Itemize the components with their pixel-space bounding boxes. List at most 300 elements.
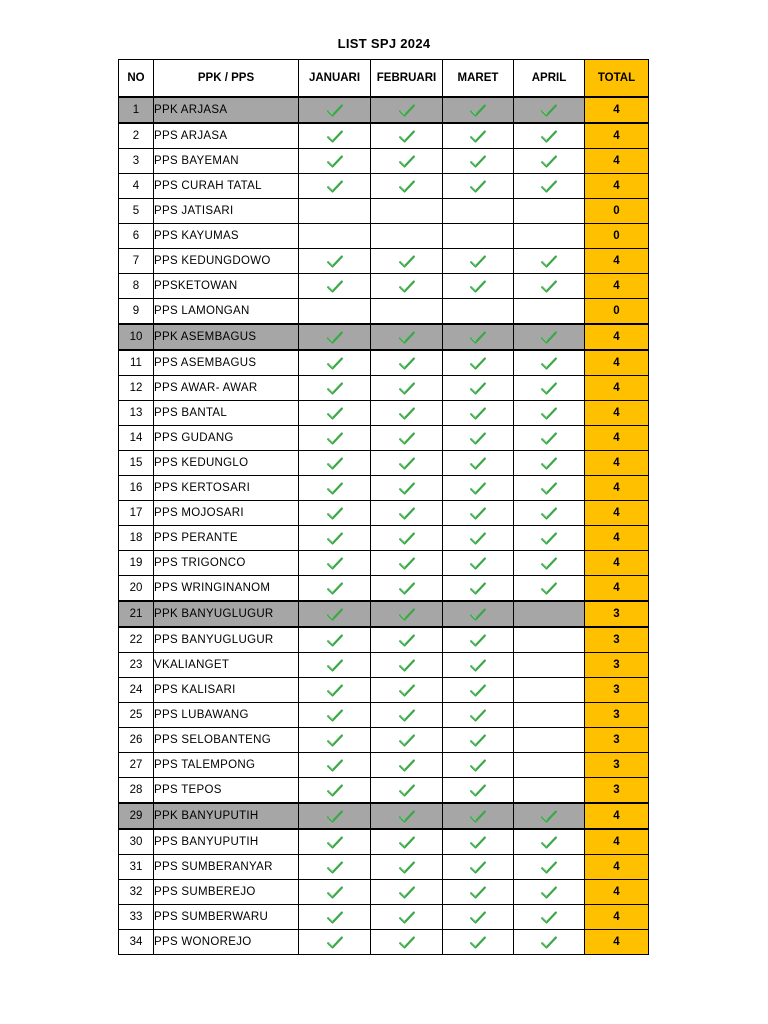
row-number: 19	[119, 551, 154, 576]
row-number: 13	[119, 401, 154, 426]
row-number: 2	[119, 123, 154, 149]
cell-maret	[443, 97, 514, 123]
cell-april	[514, 855, 585, 880]
checkmark-icon	[470, 104, 486, 116]
ppk-row	[119, 324, 649, 350]
checkmark-icon	[541, 331, 557, 343]
row-name: PPS WRINGINANOM	[154, 576, 299, 602]
checkmark-icon	[541, 130, 557, 142]
checkmark-icon	[327, 255, 343, 267]
checkmark-icon	[327, 280, 343, 292]
cell-januari	[299, 855, 371, 880]
cell-januari	[299, 97, 371, 123]
checkmark-icon	[470, 382, 486, 394]
checkmark-icon	[399, 709, 415, 721]
cell-april	[514, 350, 585, 376]
checkmark-icon	[399, 936, 415, 948]
checkmark-icon	[470, 861, 486, 873]
checkmark-icon	[327, 582, 343, 594]
checkmark-icon	[399, 759, 415, 771]
row-number: 17	[119, 501, 154, 526]
checkmark-icon	[470, 280, 486, 292]
cell-februari	[371, 174, 443, 199]
checkmark-icon	[399, 507, 415, 519]
cell-maret	[443, 451, 514, 476]
checkmark-icon	[399, 557, 415, 569]
cell-februari	[371, 97, 443, 123]
row-number: 14	[119, 426, 154, 451]
checkmark-icon	[327, 608, 343, 620]
row-total: 4	[585, 803, 649, 829]
checkmark-icon	[327, 457, 343, 469]
cell-februari	[371, 803, 443, 829]
table-row	[119, 376, 649, 401]
cell-februari	[371, 678, 443, 703]
row-name: PPK ASEMBAGUS	[154, 324, 299, 350]
cell-maret	[443, 576, 514, 602]
cell-januari	[299, 653, 371, 678]
cell-februari	[371, 224, 443, 249]
cell-april	[514, 123, 585, 149]
table-row	[119, 123, 649, 149]
row-number: 16	[119, 476, 154, 501]
cell-januari	[299, 274, 371, 299]
checkmark-icon	[541, 936, 557, 948]
row-number: 32	[119, 880, 154, 905]
checkmark-icon	[327, 684, 343, 696]
table-row	[119, 778, 649, 804]
table-row	[119, 880, 649, 905]
ppk-row	[119, 601, 649, 627]
row-total: 4	[585, 249, 649, 274]
cell-april	[514, 199, 585, 224]
cell-april	[514, 905, 585, 930]
cell-januari	[299, 728, 371, 753]
cell-januari	[299, 601, 371, 627]
checkmark-icon	[327, 357, 343, 369]
row-number: 34	[119, 930, 154, 955]
header-maret: MARET	[443, 60, 514, 98]
cell-maret	[443, 551, 514, 576]
checkmark-icon	[541, 557, 557, 569]
table-body	[119, 97, 649, 955]
table-row	[119, 149, 649, 174]
row-name: PPS MOJOSARI	[154, 501, 299, 526]
checkmark-icon	[470, 180, 486, 192]
cell-maret	[443, 274, 514, 299]
checkmark-icon	[327, 432, 343, 444]
spj-table	[118, 59, 649, 955]
row-name: PPSKETOWAN	[154, 274, 299, 299]
row-number: 23	[119, 653, 154, 678]
row-name: PPS GUDANG	[154, 426, 299, 451]
table-row	[119, 753, 649, 778]
cell-maret	[443, 476, 514, 501]
cell-april	[514, 576, 585, 602]
cell-februari	[371, 274, 443, 299]
cell-april	[514, 426, 585, 451]
cell-februari	[371, 753, 443, 778]
row-name: PPS AWAR- AWAR	[154, 376, 299, 401]
row-total: 4	[585, 855, 649, 880]
row-total: 4	[585, 501, 649, 526]
checkmark-icon	[327, 407, 343, 419]
cell-april	[514, 778, 585, 804]
cell-april	[514, 803, 585, 829]
cell-april	[514, 627, 585, 653]
checkmark-icon	[327, 130, 343, 142]
checkmark-icon	[470, 836, 486, 848]
row-total: 3	[585, 601, 649, 627]
cell-februari	[371, 376, 443, 401]
cell-april	[514, 526, 585, 551]
checkmark-icon	[399, 180, 415, 192]
cell-april	[514, 401, 585, 426]
cell-februari	[371, 601, 443, 627]
cell-maret	[443, 350, 514, 376]
cell-januari	[299, 249, 371, 274]
cell-april	[514, 274, 585, 299]
row-name: PPS KEDUNGDOWO	[154, 249, 299, 274]
row-total: 4	[585, 149, 649, 174]
row-number: 4	[119, 174, 154, 199]
cell-april	[514, 653, 585, 678]
checkmark-icon	[399, 155, 415, 167]
row-total: 4	[585, 97, 649, 123]
cell-januari	[299, 678, 371, 703]
row-name: PPS SELOBANTENG	[154, 728, 299, 753]
row-name: PPS KAYUMAS	[154, 224, 299, 249]
table-row	[119, 451, 649, 476]
checkmark-icon	[470, 557, 486, 569]
checkmark-icon	[327, 557, 343, 569]
checkmark-icon	[327, 886, 343, 898]
row-name: PPK BANYUPUTIH	[154, 803, 299, 829]
row-total: 3	[585, 703, 649, 728]
row-number: 20	[119, 576, 154, 602]
document-title: LIST SPJ 2024	[337, 36, 431, 51]
row-number: 25	[119, 703, 154, 728]
checkmark-icon	[399, 608, 415, 620]
cell-maret	[443, 829, 514, 855]
table-row	[119, 653, 649, 678]
row-name: PPS BAYEMAN	[154, 149, 299, 174]
checkmark-icon	[399, 861, 415, 873]
header-no: NO	[119, 60, 154, 98]
header-april: APRIL	[514, 60, 585, 98]
cell-april	[514, 880, 585, 905]
cell-april	[514, 249, 585, 274]
row-name: PPS JATISARI	[154, 199, 299, 224]
table-row	[119, 526, 649, 551]
checkmark-icon	[327, 482, 343, 494]
row-name: PPS CURAH TATAL	[154, 174, 299, 199]
checkmark-icon	[470, 709, 486, 721]
row-name: PPS BANYUPUTIH	[154, 829, 299, 855]
row-number: 7	[119, 249, 154, 274]
cell-maret	[443, 426, 514, 451]
row-name: PPS KERTOSARI	[154, 476, 299, 501]
checkmark-icon	[541, 357, 557, 369]
cell-januari	[299, 224, 371, 249]
checkmark-icon	[470, 911, 486, 923]
cell-april	[514, 728, 585, 753]
cell-januari	[299, 123, 371, 149]
header-total: TOTAL	[585, 60, 649, 98]
cell-januari	[299, 880, 371, 905]
cell-april	[514, 324, 585, 350]
checkmark-icon	[470, 582, 486, 594]
cell-januari	[299, 803, 371, 829]
cell-februari	[371, 627, 443, 653]
row-total: 4	[585, 930, 649, 955]
checkmark-icon	[327, 734, 343, 746]
table-row	[119, 199, 649, 224]
checkmark-icon	[327, 507, 343, 519]
checkmark-icon	[470, 684, 486, 696]
checkmark-icon	[541, 911, 557, 923]
row-total: 4	[585, 274, 649, 299]
table-row	[119, 174, 649, 199]
cell-januari	[299, 350, 371, 376]
cell-april	[514, 930, 585, 955]
row-total: 4	[585, 829, 649, 855]
table-row	[119, 829, 649, 855]
checkmark-icon	[541, 457, 557, 469]
cell-maret	[443, 249, 514, 274]
checkmark-icon	[327, 382, 343, 394]
checkmark-icon	[470, 255, 486, 267]
row-name: VKALIANGET	[154, 653, 299, 678]
checkmark-icon	[399, 836, 415, 848]
checkmark-icon	[327, 709, 343, 721]
cell-januari	[299, 199, 371, 224]
cell-maret	[443, 627, 514, 653]
table-row	[119, 855, 649, 880]
table-row	[119, 678, 649, 703]
row-total: 4	[585, 576, 649, 602]
checkmark-icon	[327, 634, 343, 646]
cell-april	[514, 551, 585, 576]
cell-maret	[443, 174, 514, 199]
checkmark-icon	[470, 608, 486, 620]
checkmark-icon	[470, 659, 486, 671]
row-name: PPS TRIGONCO	[154, 551, 299, 576]
table-row	[119, 401, 649, 426]
row-name: PPS SUMBERWARU	[154, 905, 299, 930]
row-total: 4	[585, 905, 649, 930]
checkmark-icon	[470, 357, 486, 369]
cell-februari	[371, 526, 443, 551]
cell-februari	[371, 476, 443, 501]
row-number: 10	[119, 324, 154, 350]
checkmark-icon	[399, 357, 415, 369]
checkmark-icon	[470, 457, 486, 469]
cell-maret	[443, 526, 514, 551]
row-number: 26	[119, 728, 154, 753]
row-name: PPS TALEMPONG	[154, 753, 299, 778]
row-name: PPS ARJASA	[154, 123, 299, 149]
checkmark-icon	[541, 482, 557, 494]
row-number: 15	[119, 451, 154, 476]
header-name: PPK / PPS	[154, 60, 299, 98]
checkmark-icon	[399, 659, 415, 671]
checkmark-icon	[470, 759, 486, 771]
checkmark-icon	[327, 810, 343, 822]
cell-maret	[443, 803, 514, 829]
header-januari: JANUARI	[299, 60, 371, 98]
checkmark-icon	[399, 280, 415, 292]
cell-februari	[371, 299, 443, 325]
checkmark-icon	[327, 861, 343, 873]
ppk-row	[119, 97, 649, 123]
row-name: PPS ASEMBAGUS	[154, 350, 299, 376]
checkmark-icon	[470, 634, 486, 646]
row-total: 4	[585, 526, 649, 551]
checkmark-icon	[399, 255, 415, 267]
checkmark-icon	[541, 432, 557, 444]
cell-februari	[371, 149, 443, 174]
cell-februari	[371, 829, 443, 855]
ppk-row	[119, 803, 649, 829]
checkmark-icon	[470, 331, 486, 343]
table-row	[119, 274, 649, 299]
checkmark-icon	[399, 457, 415, 469]
checkmark-icon	[541, 507, 557, 519]
table-row	[119, 905, 649, 930]
table-row	[119, 249, 649, 274]
cell-januari	[299, 501, 371, 526]
cell-februari	[371, 123, 443, 149]
checkmark-icon	[327, 532, 343, 544]
row-name: PPK BANYUGLUGUR	[154, 601, 299, 627]
cell-april	[514, 149, 585, 174]
row-total: 3	[585, 753, 649, 778]
row-total: 4	[585, 401, 649, 426]
table-row	[119, 627, 649, 653]
checkmark-icon	[541, 155, 557, 167]
cell-april	[514, 501, 585, 526]
row-total: 0	[585, 224, 649, 249]
row-name: PPS SUMBERANYAR	[154, 855, 299, 880]
cell-februari	[371, 551, 443, 576]
cell-april	[514, 376, 585, 401]
cell-januari	[299, 401, 371, 426]
cell-april	[514, 451, 585, 476]
cell-maret	[443, 376, 514, 401]
cell-februari	[371, 249, 443, 274]
row-total: 4	[585, 426, 649, 451]
row-total: 3	[585, 778, 649, 804]
cell-maret	[443, 930, 514, 955]
cell-maret	[443, 501, 514, 526]
table-row	[119, 350, 649, 376]
cell-januari	[299, 551, 371, 576]
cell-februari	[371, 653, 443, 678]
checkmark-icon	[470, 130, 486, 142]
cell-maret	[443, 149, 514, 174]
checkmark-icon	[541, 886, 557, 898]
cell-april	[514, 299, 585, 325]
cell-februari	[371, 880, 443, 905]
checkmark-icon	[399, 784, 415, 796]
row-total: 4	[585, 123, 649, 149]
cell-maret	[443, 401, 514, 426]
row-number: 11	[119, 350, 154, 376]
checkmark-icon	[327, 155, 343, 167]
checkmark-icon	[470, 432, 486, 444]
row-number: 24	[119, 678, 154, 703]
row-total: 3	[585, 728, 649, 753]
row-total: 3	[585, 627, 649, 653]
row-name: PPK ARJASA	[154, 97, 299, 123]
row-total: 4	[585, 324, 649, 350]
row-number: 6	[119, 224, 154, 249]
checkmark-icon	[541, 836, 557, 848]
row-total: 4	[585, 376, 649, 401]
table-row	[119, 299, 649, 325]
cell-januari	[299, 627, 371, 653]
checkmark-icon	[399, 911, 415, 923]
row-number: 31	[119, 855, 154, 880]
cell-februari	[371, 324, 443, 350]
checkmark-icon	[470, 784, 486, 796]
cell-maret	[443, 653, 514, 678]
table-row	[119, 476, 649, 501]
cell-maret	[443, 224, 514, 249]
checkmark-icon	[541, 861, 557, 873]
cell-februari	[371, 401, 443, 426]
checkmark-icon	[327, 936, 343, 948]
cell-maret	[443, 703, 514, 728]
cell-maret	[443, 753, 514, 778]
cell-maret	[443, 855, 514, 880]
cell-februari	[371, 350, 443, 376]
cell-februari	[371, 930, 443, 955]
cell-maret	[443, 199, 514, 224]
row-number: 3	[119, 149, 154, 174]
checkmark-icon	[470, 507, 486, 519]
checkmark-icon	[399, 482, 415, 494]
cell-februari	[371, 451, 443, 476]
row-total: 3	[585, 678, 649, 703]
cell-maret	[443, 880, 514, 905]
checkmark-icon	[399, 810, 415, 822]
checkmark-icon	[399, 684, 415, 696]
cell-april	[514, 829, 585, 855]
checkmark-icon	[399, 104, 415, 116]
row-number: 18	[119, 526, 154, 551]
cell-februari	[371, 703, 443, 728]
cell-januari	[299, 376, 371, 401]
cell-maret	[443, 601, 514, 627]
cell-april	[514, 678, 585, 703]
cell-april	[514, 174, 585, 199]
table-row	[119, 703, 649, 728]
checkmark-icon	[470, 886, 486, 898]
row-name: PPS KALISARI	[154, 678, 299, 703]
checkmark-icon	[327, 331, 343, 343]
cell-februari	[371, 778, 443, 804]
cell-maret	[443, 905, 514, 930]
checkmark-icon	[327, 784, 343, 796]
row-name: PPS LAMONGAN	[154, 299, 299, 325]
cell-januari	[299, 703, 371, 728]
table-row	[119, 224, 649, 249]
checkmark-icon	[399, 886, 415, 898]
checkmark-icon	[399, 734, 415, 746]
checkmark-icon	[399, 582, 415, 594]
